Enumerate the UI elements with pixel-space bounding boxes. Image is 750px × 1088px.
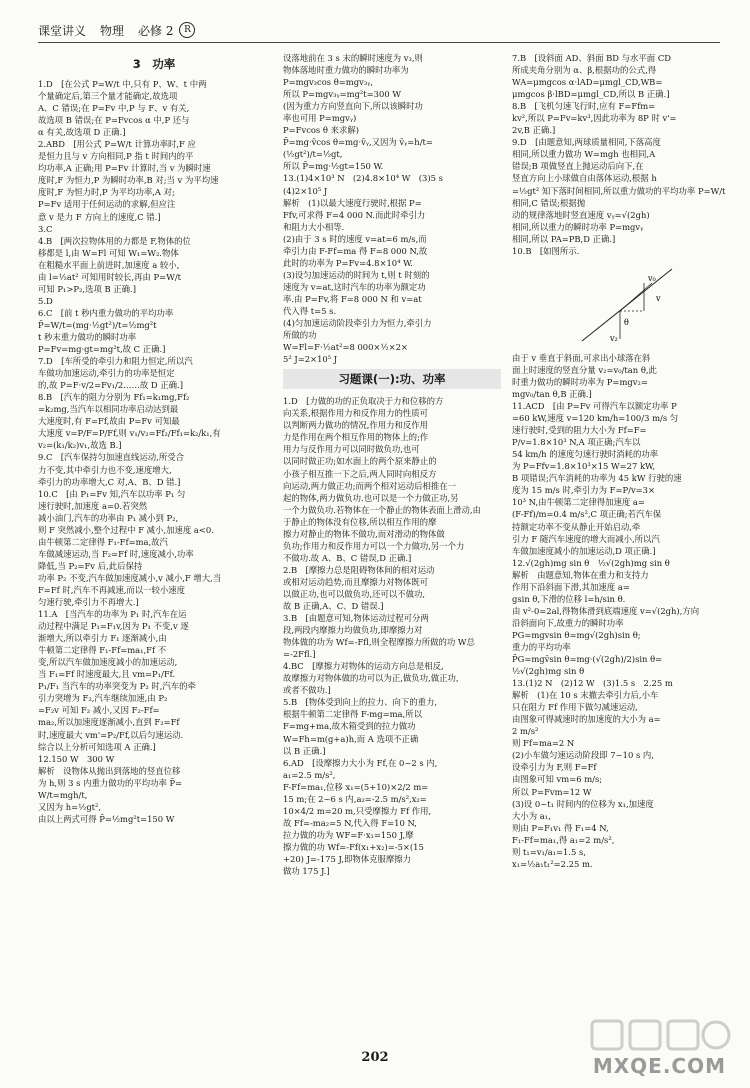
- answer-line: (4)2×10⁵ J: [283, 185, 328, 196]
- answer-line: 面上时速度的竖直分量 v₂=v₀/tan θ,此: [512, 364, 657, 375]
- answer-line: 2.ABD [用公式 P=W/t 计算功率时,F 应: [38, 139, 196, 150]
- answer-line: 则由 P=F₁v₁ 得 F₁=4 N,: [512, 822, 609, 833]
- answer-line: 向关系,根据作用力和反作用力的性质可: [283, 408, 429, 419]
- answer-line: 由图象可得减速时的加速度的大小为 a=: [512, 714, 661, 725]
- answer-line: F₁-Ff=ma₁,得 a₁=2 m/s²,: [512, 834, 615, 845]
- answer-line: 匀速行驶,牵引力不再增大.]: [38, 597, 139, 608]
- answer-line: 由 l=½at² 可知用时较长,再由 P=W/t: [38, 271, 181, 282]
- answer-line: F-Ff=ma₁,位移 x₁=(5+10)×2/2 m=: [283, 781, 429, 792]
- answer-line: P̄=mg·v̄cos θ=mg·v̄ᵧ,又因为 v̄ᵧ=h/t=: [283, 137, 433, 148]
- answer-line: W=Fh=m(g+a)h,而 A 选项不正确: [283, 733, 419, 744]
- answer-line: 大速度 v=P/F=P/Ff,则 v₁/v₂=Ff₂/Ff₁=k₂/k₁,有: [38, 428, 221, 439]
- answer-line: 速行驶时,受到的阻力大小为 Ff=F=: [512, 425, 647, 436]
- answer-line: 的,故 P=F·v/2=Fv₁/2……故 D 正确.]: [38, 380, 183, 391]
- answer-line: 引力 F 随汽车速度的增大而减小,所以汽: [512, 533, 660, 544]
- answer-line: 5.B [物体受到向上的拉力、向下的重力,: [283, 697, 438, 708]
- answer-line: kv²,所以 P=Fv=kv³,因此功率为 8P 时 v'=: [512, 113, 677, 124]
- answer-line: 10³ N,由牛顿第二定律得加速度 a=: [512, 497, 645, 508]
- answer-line: (3)设匀加速运动的时间为 t,则 t 时刻的: [283, 269, 430, 280]
- answer-line: 速行驶时,加速度 a=0.若突然: [38, 500, 148, 511]
- answer-line: (2)由于 3 s 时的速度 v=at=6 m/s,而: [283, 233, 427, 244]
- answer-line: α 有关,故选项 D 正确.]: [38, 127, 126, 138]
- column-middle: [283, 52, 501, 1042]
- answer-line: F=Ff 时,汽车不再减速,而以一较小速度: [38, 584, 185, 595]
- answer-line: 或者不做功.]: [283, 685, 331, 696]
- answer-line: P=Fv=mg·gt=mg²t,故 C 正确.]: [38, 344, 166, 355]
- answer-line: 小孩子相互推一下之后,两人同时向相反方: [283, 468, 437, 479]
- answer-line: (因为重力方向竖直向下,所以该瞬时功: [283, 101, 423, 112]
- answer-line: 时重力做功的瞬时功率为 P=mgv₂=: [512, 376, 648, 387]
- answer-line: WA=μmgcos α·lAD=μmgl_CD,WB=: [512, 77, 663, 88]
- answer-line: 则 Ff=ma=2 N: [512, 738, 575, 749]
- answer-line: 故 B 正确,A、C、D 错误.]: [283, 601, 384, 612]
- answer-line: 11.A [当汽车的功率为 P₁ 时,汽车在运: [38, 609, 187, 620]
- answer-line: 竖直方向上小球做自由落体运动,根据 h: [512, 173, 657, 184]
- answer-line: P=Fvcos θ 来求解): [283, 125, 359, 136]
- answer-line: W=Fl=F·½at²=8 000×½×2×: [283, 342, 408, 353]
- answer-line: 所以 P̄=mg·½gt=150 W.: [283, 161, 384, 172]
- answer-line: 减小油门,汽车的功率由 P₁ 减小到 P₂,: [38, 512, 179, 523]
- answer-line: gsin θ,下滑的位移 l=h/sin θ.: [512, 593, 626, 604]
- answer-line: 可知 P₁>P₂,选项 B 正确.]: [38, 283, 136, 294]
- answer-line: 所以 P=mgv₃ᵧ=mg²t=300 W: [283, 89, 401, 100]
- answer-line: 持额定功率不变从静止开始启动,牵: [512, 521, 641, 532]
- answer-line: 用力与反作用力可以同时做负功,也可: [283, 444, 420, 455]
- answer-line: 拉力做的功为 WF=F·x₁=150 J,摩: [283, 829, 414, 840]
- answer-line: 8.B [飞机匀速飞行时,应有 F=Ffm=: [512, 101, 656, 112]
- answer-line: 设牵引力为 F,则 F=Ff: [512, 762, 597, 773]
- answer-line: μmgcos β·lBD=μmgl_CD,所以 B 正确.]: [512, 89, 670, 100]
- answer-line: 11.ACD [由 P=Fv 可得汽车以额定功率 P: [512, 401, 677, 412]
- answer-line: 物体做的功为 Wf=-Ffl,则全程摩擦力所做的功 W总: [283, 637, 475, 648]
- answer-line: 负功;作用力和反作用力可以一个力做功,另一个力: [283, 540, 465, 551]
- answer-line: 或相对运动趋势,而且摩擦力对物体既可: [283, 576, 429, 587]
- subject-label: 物理: [100, 23, 125, 38]
- answer-line: 率也可用 P=mgvᵧ): [283, 113, 357, 124]
- answer-line: 车做减速运动,当 F₂=Ff 时,速度减小,功率: [38, 548, 194, 559]
- answer-line: 和阻力大小相等.: [283, 221, 345, 232]
- answer-line: 为 P=Ffv=1.8×10³×15 W=27 kW,: [512, 461, 655, 472]
- answer-line: (4)匀加速运动阶段牵引力为恒力,牵引力: [283, 318, 432, 329]
- answer-line: =-2Ffl.]: [283, 649, 316, 660]
- answer-line: 移都是 l,由 W=Fl 可知 W₁=W₂.物体: [38, 247, 179, 258]
- answer-line: 1.D [在公式 P=W/t 中,只有 P、W、t 中两: [38, 79, 207, 89]
- answer-line: 10.C [由 P₁=Fv 知,汽车以功率 P₁ 匀: [38, 488, 186, 499]
- answer-line: 1.D [力做的功的正负取决于力和位移的方: [283, 396, 444, 407]
- answer-line: 不做功.故 A、B、C 错误,D 正确.]: [283, 552, 412, 563]
- answer-line: 则 t₁=v₁/a₁=1.5 s,: [512, 846, 586, 857]
- label-vy: v₂: [610, 333, 618, 343]
- answer-line: (3)设 0~t₁ 时间内的位移为 x₁,加速度: [512, 798, 654, 809]
- answer-line: 故选项 B 错误;在 P=Fvcos α 中,P 还与: [38, 115, 190, 126]
- answer-line: 以做正功,也可以做负功,还可以不做功,: [283, 588, 425, 599]
- answer-line: 引力突增为 F₂,汽车继续加速,由 P₂: [38, 693, 168, 704]
- answer-line: 向运动,两力做正功;而两个相对运动后相推在一: [283, 480, 456, 491]
- page-number: 202: [361, 1050, 389, 1065]
- answer-line: 13.(1)4×10³ N (2)4.8×10⁴ W (3)5 s: [283, 173, 443, 184]
- label-theta: θ: [624, 317, 629, 327]
- answer-line: 6.AD [设摩擦力大小为 Ff,在 0~2 s 内,: [283, 757, 438, 768]
- answer-line: 意 v 是力 F 方向上的速度,C 错.]: [38, 211, 161, 222]
- answer-line: 牵引力的功率增大,C 对,A、B、D 错.]: [38, 476, 181, 487]
- answer-list-left: [38, 78, 270, 825]
- answer-line: 解析 (1)以最大速度行驶时,根据 P=: [283, 197, 422, 208]
- answer-line: 综合以上分析可知选项 A 正确.]: [38, 741, 156, 752]
- answer-line: 5² J=2×10⁵ J: [283, 354, 338, 365]
- answer-line: 渐增大,所以牵引力 F₁ 逐渐减小,由: [38, 633, 167, 644]
- incline-velocity-diagram: [572, 261, 682, 345]
- answer-line: 4.B [两次拉物体用的力都是 F,物体的位: [38, 235, 191, 246]
- answer-line: 当 F₁=Ff 时速度最大,且 vm=P₁/Ff.: [38, 669, 176, 680]
- answer-line: 降低,当 P₂=Fv 后,此后保持: [38, 560, 143, 571]
- answer-line: A、C 错误;在 P=Fv 中,P 与 F、v 有关,: [38, 103, 190, 114]
- answer-line: 所做的功: [283, 330, 317, 341]
- answer-line: mgv₀/tan θ,B 正确.]: [512, 388, 592, 399]
- answer-line: 于静止的物体没有位移,所以相互作用的摩: [283, 516, 437, 527]
- answer-line: 擦力对静止的物体不做功,而对滑动的物体做: [283, 528, 445, 539]
- answer-line: 2 m/s²: [512, 726, 539, 737]
- answer-line: P₁/F₁ 当汽车的功率突变为 P₂ 时,汽车的牵: [38, 681, 196, 692]
- answer-line: P̄=W/t=(mg·½gt²)/t=½mg²t: [38, 319, 157, 330]
- answer-line: 则 F 突然减小,整个过程中 F 减小,加速度 a<0.: [38, 524, 214, 535]
- answer-line: 相同,C 错误;根据抛: [512, 197, 586, 208]
- answer-line: 率.由 P=Fv,将 F=8 000 N 和 v=at: [283, 293, 422, 304]
- answer-line: 5.D: [38, 295, 53, 306]
- answer-line: ma₂,所以加速度逐渐减小,直到 F₂=Ff: [38, 717, 180, 728]
- answer-line: 解析 设物体从抛出到落地的竖直位移: [38, 765, 181, 776]
- answer-line: 车做功加速运动,牵引力的功率是恒定: [38, 368, 175, 379]
- answer-line: 此时的功率为 P=Fv=4.8×10⁴ W.: [283, 257, 413, 268]
- section-title-power: 3 功率: [132, 57, 176, 71]
- answer-line: ½√(2gh)mg sin θ: [512, 666, 585, 677]
- answer-line: 8.B [汽车的阻力分别为 Ff₁=k₁mg,Ff₂: [38, 392, 190, 403]
- watermark-text: MXQE.COM: [592, 1054, 726, 1078]
- answer-list-right: [512, 52, 730, 870]
- answer-line: =60 kW,速度 v=120 km/h=100/3 m/s 匀: [512, 413, 679, 424]
- answer-line: 由牛顿第二定律得 F₁-Ff=ma,故汽: [38, 536, 168, 547]
- answer-line: P̄G=mgv̄sin θ=mg·(√(2gh)/2)sin θ=: [512, 654, 663, 665]
- answer-line: 牛顿第二定律得 F₁-Ff=ma₁,Ff 不: [38, 645, 167, 656]
- answer-line: 牵引力由 F-Ff=ma 得 F=8 000 N,故: [283, 245, 428, 256]
- answer-line: 度时,F 为恒力,P 为瞬时功率,B 对;当 v 为平均速: [38, 175, 219, 186]
- answer-line: 故摩擦力对物体做的功可以为正,做负功,做正功,: [283, 673, 459, 684]
- answer-line: 所以 P=Fvm=12 W: [512, 786, 592, 797]
- answer-line: (½gt²)/t=½gt,: [283, 149, 343, 160]
- answer-line: 7.B [设斜面 AD、斜面 BD 与水平面 CD: [512, 53, 671, 63]
- answer-line: 10.B [如图所示.: [512, 245, 580, 256]
- answer-line: 只在阻力 Ff 作用下做匀减速运动,: [512, 702, 638, 713]
- answer-line: v₂=(k₁/k₂)v₁,故选 B.]: [38, 440, 122, 451]
- answer-line: 作用下沿斜面下滑,其加速度 a=: [512, 581, 630, 592]
- answer-line: 13.(1)2 N (2)12 W (3)1.5 s 2.25 m: [512, 678, 673, 689]
- answer-line: +20) J=-175 J,即物体克服摩擦力: [283, 854, 411, 864]
- answer-line: (2)小车做匀速运动阶段即 7~10 s 内,: [512, 750, 654, 761]
- answer-line: 力不变,其中牵引力也不变,速度增大,: [38, 464, 172, 475]
- answer-line: =½gt² 知下落时间相同,所以重力做功的平均功率 P=W/t: [512, 185, 726, 196]
- answer-line: =F₂v 可知 F₂ 减小,又因 F₂-Ff=: [38, 705, 160, 716]
- answer-line: 故 Ff=-ma₂=5 N,代入得 F=10 N,: [283, 817, 417, 828]
- answer-line: 个量确定后,第三个量才能确定,故选项: [38, 91, 178, 102]
- answer-line: 做功 175 J.]: [283, 866, 330, 877]
- answer-line: P=Fv 适用于任何运动的求解,但应注: [38, 199, 176, 210]
- answer-line: 2v,B 正确.]: [512, 125, 556, 136]
- answer-line: 是恒力且与 v 方向相同,P 指 t 时间内的平: [38, 151, 194, 162]
- answer-line: 重力的平均功率: [512, 641, 571, 652]
- column-right: [512, 52, 730, 1042]
- answer-line: 54 km/h 的速度匀速行驶时消耗的功率: [512, 449, 659, 460]
- answer-line: 动的规律落地时竖直速度 vᵧ=√(2gh): [512, 209, 650, 220]
- answer-line: 力是作用在两个相互作用的物体上的;作: [283, 432, 429, 443]
- volume-label: 必修 2: [138, 23, 174, 38]
- answer-line: 擦力做的功 Wf=-Ff(x₁+x₂)=-5×(15: [283, 841, 424, 852]
- answer-line: 以判断两力做功的情况,作用力和反作用: [283, 420, 429, 431]
- answer-line: 沿斜面向下,故重力的瞬时功率: [512, 617, 624, 628]
- answer-line: B 项错误;汽车消耗的功率为 45 kW 行驶的速: [512, 473, 682, 484]
- answer-line: 由以上两式可得 P̄=½mg²t=150 W: [38, 813, 175, 824]
- label-v0: v₀: [648, 273, 656, 283]
- answer-line: 相同,所以重力的瞬时功率 P=mgvᵧ: [512, 221, 644, 232]
- answer-line: 均功率,A 正确;用 P=Fv 计算时,当 v 为瞬时速: [38, 163, 211, 174]
- answer-line: 15 m;在 2~6 s 内,a₂=-2.5 m/s²,x₂=: [283, 793, 427, 804]
- answer-line: 由 v²-0=2al,得物体滑到底端速度 v=√(2gh),方向: [512, 605, 700, 616]
- answer-line: 所成夹角分别为 α、β,根据功的公式,得: [512, 65, 657, 76]
- answer-line: 变,所以汽车做加速度减小的加速运动,: [38, 657, 178, 668]
- answer-line: 根据牛顿第二定律得 F-mg=ma,所以: [283, 709, 422, 720]
- answer-line: P/v=1.8×10³ N,A 项正确;汽车以: [512, 437, 641, 448]
- answer-line: Ffv,可求得 F=4 000 N.而此时牵引力: [283, 209, 426, 220]
- answer-line: 以同时做正功;如水面上的两个原来静止的: [283, 456, 437, 467]
- answer-line: 4.BC [摩擦力对物体的运动方向总是相反,: [283, 661, 444, 672]
- answer-line: 又因为 h=½gt²,: [38, 801, 102, 812]
- answer-line: 12.150 W 300 W: [38, 753, 115, 764]
- answer-line: 大小为 a₁,: [512, 810, 551, 821]
- answer-line: 由于 v 垂直于斜面,可求出小球落在斜: [512, 352, 651, 363]
- column-left: [38, 52, 270, 1042]
- answer-line: (F-Ff)/m=0.4 m/s²,C 项正确;若汽车保: [512, 509, 662, 520]
- answer-line: 10×4/2 m=20 m,只受摩擦力 Ff 作用,: [283, 805, 432, 816]
- answer-line: 解析 由题意知,物体在重力和支持力: [512, 569, 649, 580]
- answer-line: 在粗糙水平面上前进时,加速度 a 较小,: [38, 259, 180, 270]
- answer-line: 由图象可知 vm=6 m/s;: [512, 774, 603, 785]
- answer-list-middle-bottom: [283, 395, 501, 877]
- answer-line: 7.D [车所受的牵引力和阻力恒定,所以汽: [38, 356, 193, 367]
- answer-line: 相同,所以重力做功 W=mgh 也相同,A: [512, 149, 656, 160]
- label-v: v: [656, 293, 661, 303]
- answer-line: 度为 15 m/s 时,牵引力为 F=P/v=3×: [512, 485, 656, 496]
- answer-line: 代入得 t=5 s.: [283, 305, 337, 316]
- answer-line: 6.C [前 t 秒内重力做功的平均功率: [38, 307, 174, 318]
- answer-line: 物体落地时重力做功的瞬时功率为: [283, 65, 409, 76]
- publisher-badge-icon: R: [179, 22, 195, 38]
- answer-line: 3.C: [38, 223, 53, 234]
- answer-line: 起的物体,两力做负功.也可以是一个力做正功,另: [283, 492, 459, 503]
- answer-line: 速度为 v=at,这时汽车的功率为额定功: [283, 281, 426, 292]
- answer-line: 错误;B 项做竖直上抛运动后向下,在: [512, 161, 644, 172]
- page-header: [38, 18, 720, 43]
- answer-line: =k₂mg,当汽车以相同功率启动达到最: [38, 404, 179, 415]
- answer-line: 车做加速度减小的加速运动,D 项正确.]: [512, 545, 656, 556]
- answer-line: 3.B [由题意可知,物体运动过程可分两: [283, 613, 429, 624]
- section-title-exercise: 习题课(一):功、功率: [283, 369, 501, 389]
- answer-line: 设落地前在 3 s 末的瞬时速度为 v₃,则: [283, 53, 423, 63]
- answer-line: t 秒末重力做功的瞬时功率: [38, 331, 137, 342]
- answer-line: 12.√(2gh)mg sin θ ½√(2gh)mg sin θ: [512, 557, 670, 568]
- answer-line: 时,速度最大 vm'=P₂/Ff,以后匀速运动.: [38, 729, 184, 740]
- answer-line: 解析 (1)在 10 s 末撤去牵引力后,小车: [512, 690, 659, 701]
- answer-line: 段,两段内摩擦力均做负功,即摩擦力对: [283, 625, 423, 636]
- answer-line: P=mgv₃cos θ=mgv₃ᵧ,: [283, 77, 374, 88]
- answer-line: 9.D [由题意知,两球质量相同,下落高度: [512, 137, 661, 148]
- answer-line: 动过程中满足 P₁=F₁v,因为 P₁ 不变,v 逐: [38, 621, 189, 632]
- answer-line: F=mg+ma,故木箱受到的拉力做功: [283, 721, 416, 732]
- answer-line: 功率 P₂ 不变,汽车做加速度减小,v 减小,F 增大,当: [38, 572, 222, 583]
- answer-line: 为 h,则 3 s 内重力做功的平均功率 P̄=: [38, 777, 183, 788]
- answer-list-middle-top: [283, 52, 501, 365]
- answer-line: PG=mgvsin θ=mg√(2gh)sin θ;: [512, 629, 641, 640]
- answer-line: 一个力做负功.若物体在一个静止的物体表面上滑动,由: [283, 504, 481, 515]
- answer-line: W/t=mgh/t,: [38, 789, 88, 800]
- answer-line: 以 B 正确.]: [283, 745, 326, 756]
- answer-line: 度时,F 为恒力时,P 为平均功率,A 对;: [38, 187, 175, 198]
- answer-line: 9.C [汽车保持匀加速直线运动,所受合: [38, 452, 184, 463]
- answer-line: 相同,所以 PA=PB,D 正确.]: [512, 233, 616, 244]
- answer-line: x₁=½a₁t₁²=2.25 m.: [512, 858, 593, 869]
- answer-line: 大速度时,有 F=Ff,故由 P=Fv 可知最: [38, 416, 180, 427]
- answer-line: 2.B [摩擦力总是阻碍物体间的相对运动: [283, 564, 435, 575]
- book-title: 课堂讲义: [38, 23, 87, 38]
- answer-line: a₁=2.5 m/s²,: [283, 769, 336, 780]
